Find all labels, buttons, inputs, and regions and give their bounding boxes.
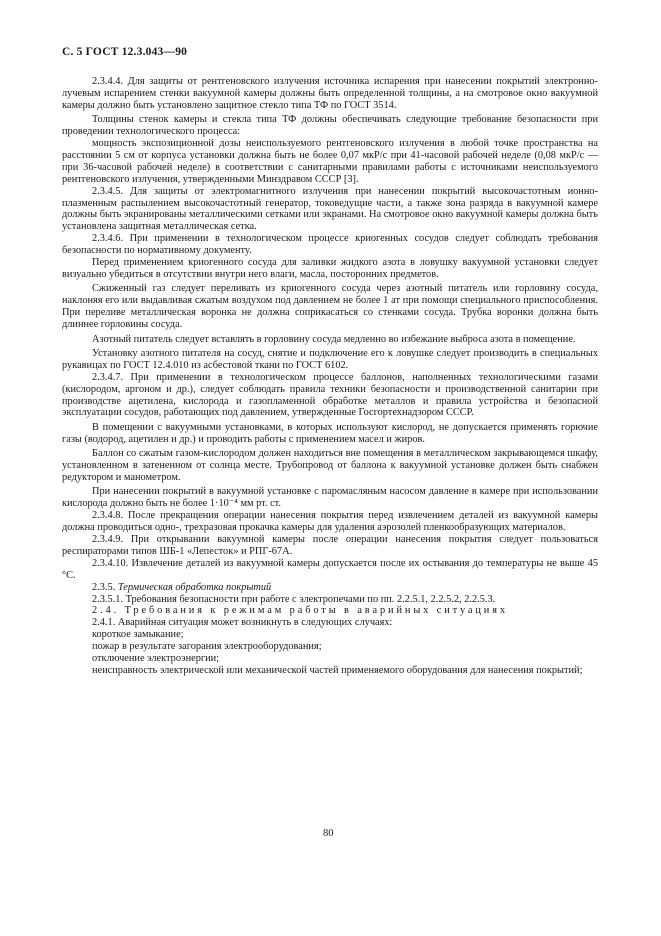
paragraph: 2.3.4.4. Для защиты от рентгеновского излучения источника испарения при нанесении покрытий электронно-лучевым испарением стенки вакуумной камеры должны быть определенной толщины, а на смотровое окно вакуумной камеры должно быть установлено защитное стекло типа ТФ по ГОСТ 3514. (62, 76, 598, 111)
paragraph: Сжиженный газ следует переливать из криогенного сосуда через азотный питатель или горловину сосуда, наклоняя его или выдавливая сжатым воздухом под давлением не более 1 ат при помощи специального приспособления. При переливе металлическая воронка не должна соприкасаться со стенками сосуда. Трубка воронки должна быть длиннее горловины сосуда. (62, 283, 598, 331)
list-item: короткое замыкание; (92, 629, 184, 641)
paragraph: В помещении с вакуумными установками, в которых используют кислород, не допускается применять горючие газы (водород, ацетилен и др.) и проводить работы с применением масел и жиров. (62, 421, 598, 445)
section-title: Термическая обработка покрытий (117, 581, 272, 593)
paragraph: 2.3.4.7. При применении в технологическом процессе баллонов, наполненных технологическими газами (кислородом, аргоном и др.), следует соблюдать правила техники безопасности и производственной санитарии при производстве ацетилена, кислорода и газопламенной обработке металлов и правила устройства и безопасной эксплуатации сосудов, работающих под давлением, утвержденные Госгортехнадзором СССР. (62, 371, 598, 419)
paragraph: Азотный питатель следует вставлять в горловину сосуда медленно во избежание выброса азота в помещение. (92, 333, 576, 345)
page-header: С. 5 ГОСТ 12.3.043—90 (62, 46, 188, 58)
paragraph: Установку азотного питателя на сосуд, снятие и подключение его к ловушке следует производить в специальных рукавицах по ГОСТ 12.4.010 из асбестовой ткани по ГОСТ 6102. (62, 347, 598, 371)
list-item: пожар в результате загорания электрооборудования; (92, 641, 322, 653)
page-number: 80 (323, 828, 334, 839)
paragraph: 2.3.5.1. Требования безопасности при работе с электропечами по пп. 2.2.5.1, 2.2.5.2, 2.2.5.3. (92, 593, 496, 605)
paragraph: Баллон со сжатым газом-кислородом должен находиться вне помещения в металлическом закрывающемся шкафу, установленном в затененном от солнца месте. Трубопровод от баллона к вакуумной установке должен быть снабжен редуктором и манометром. (62, 448, 598, 483)
section-heading: 2.4. Требования к режимам работы в аварийных ситуациях (92, 605, 508, 617)
paragraph: 2.3.4.8. После прекращения операции нанесения покрытия перед извлечением деталей из вакуумной камеры должна проводиться одно-, трехразовая прокачка камеры для удаления аэрозолей пленкообразующих материалов. (62, 510, 598, 534)
paragraph: 2.3.4.9. При открывании вакуумной камеры после операции нанесения покрытия следует пользоваться респираторами типов ШБ-1 «Лепесток» и РПГ-67А. (62, 534, 598, 557)
paragraph: мощность экспозиционной дозы неиспользуемого рентгеновского излучения в любой точке пространства на расстоянии 5 см от корпуса установки должна быть не более 0,07 мкР/с при 41-часовой рабочей неделе (0,08 мкР/с — при 36-часовой рабочей неделе) в соответствии с санитарными правилами работы с источниками неиспользуемого рентгеновского излучения, утвержденными Минздравом СССР [3]. (62, 138, 598, 185)
paragraph: 2.4.1. Аварийная ситуация может возникнуть в следующих случаях: (92, 617, 393, 629)
section-number: 2.3.5. (92, 581, 116, 593)
paragraph: неисправность электрической или механической частей применяемого оборудования для нанесения покрытий; (92, 665, 583, 676)
section-heading (62, 582, 598, 594)
paragraph: Толщины стенок камеры и стекла типа ТФ должны обеспечивать следующие требование безопасности при проведении технологического процесса: (62, 114, 598, 138)
list-item: отключение электроэнергии; (92, 653, 220, 665)
paragraph: 2.3.4.10. Извлечение деталей из вакуумной камеры допускается после их остывания до температуры не выше 45 °С. (62, 557, 598, 581)
paragraph: 2.3.4.6. При применении в технологическом процессе криогенных сосудов следует соблюдать требования безопасности по нормативному документу. (62, 233, 598, 257)
paragraph: 2.3.4.5. Для защиты от электромагнитного излучения при нанесении покрытий высокочастотным ионно-плазменным распылением высокочастотный генератор, токоведущие части, а также зона разряда в вакуумной камере должны быть экранированы металлическими сетками или экранами. На смотровое окно вакуумной камеры должна быть установлена защитная металлическая сетка. (62, 185, 598, 233)
paragraph: Перед применением криогенного сосуда для заливки жидкого азота в ловушку вакуумной установки следует визуально убедиться в отсутствии внутри него влаги, масла, посторонних предметов. (62, 257, 598, 280)
paragraph: При нанесении покрытий в вакуумной установке с паромасляным насосом давление в камере при использовании кислорода должно быть не более 1·10⁻⁴ мм рт. ст. (62, 486, 598, 510)
page-content (62, 76, 598, 677)
